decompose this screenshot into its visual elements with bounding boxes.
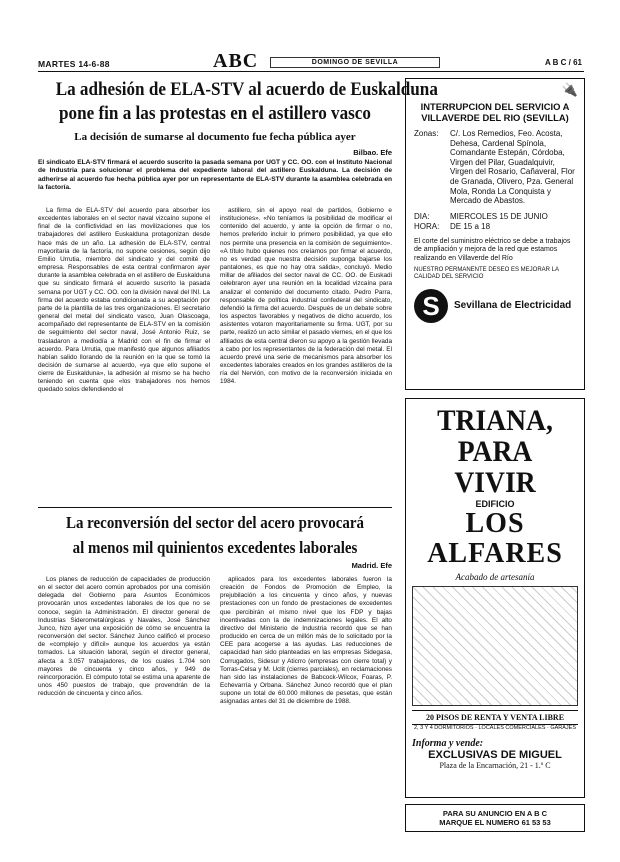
sevillana-ad <box>405 78 585 390</box>
ad1-dia <box>414 212 576 222</box>
ad2-line1: TRIANA, <box>437 404 553 437</box>
ad1-dia-text: MIERCOLES 15 DE JUNIO <box>450 211 548 221</box>
ad1-brand: Sevillana de Electricidad <box>454 300 572 312</box>
ad2-exclusivas: EXCLUSIVAS DE MIGUEL <box>428 749 562 761</box>
ad1-title: INTERRUPCION DEL SERVICIO A VILLAVERDE DEL RIO (SEVILLA) <box>420 101 570 123</box>
s-logo-icon: S <box>414 289 448 323</box>
ad1-hora <box>414 222 576 232</box>
ad2-inform: Informa y vende: <box>412 738 484 749</box>
article1-col1 <box>38 207 210 503</box>
ad3-line2: MARQUE EL NUMERO 61 53 53 <box>439 818 551 827</box>
ad1-footer: NUESTRO PERMANENTE DESEO ES MEJORAR LA CALIDAD DEL SERVICIO <box>414 267 559 281</box>
page-number: A B C / 61 <box>544 58 582 67</box>
plug-icon: 🔌 <box>561 82 578 97</box>
article1-col2-text: astillero, sin el apoyo real de partidos, Gobierno e instituciones». «No teníamos la posibilidad de modificar el contenido del acuerdo, y ante la opción de firmar o no, hemos preferido incluir lo primero posibilidad, ya que ello nos permite una presencia en la comisión de seguimiento». «A título hubo quienes nos creíamos por firmar el acuerdo, no es verdad que nuestra decisión suponga bajarse los pantalones, es que no hay otra salida», concluyó. Medio millar de afiliados del sector naval de CC. OO. de Euskadi celebraron ayer una reunión en la localidad vizcaína para analizar el contenido del documento citado. Pedro Parra, responsable de política industrial confederal del sindicato, defendió la firma del acuerdo. Después de un debate sobre los aspectos favorables y negativos de dicho acuerdo, los asistentes votaron mayoritariamente su firma. UGT, por su parte, realizó un acto similar el pasado viernes, en el que los afiliados de esta central dieron su apoyo a la gestión llevada a cabo por los representantes de la federación del metal. El acuerdo prevé una serie de mecanismos para absorber los excedentes laborales creados en los grandes astilleros de la ría del Nervión, con motivo de la reconversión iniciada en 1984. <box>220 207 392 386</box>
ad1-zonas-text: C/. Los Remedios, Feo. Acosta, Dehesa, Cardenal Spínola, Comandante Estepán, Córdoba, Virgen del Pilar, Guadalquivir, Virgen del Rosario, Cañaveral, Flor de Granada, Olivero, Pza. General Mola, Ronda La Conquista y Mercado de Abastos. <box>450 129 575 206</box>
ad2-small: 2, 3 Y 4 DORMITORIOS · LOCALES COMERCIALES · GARAJES <box>414 725 576 731</box>
article1-byline: Bilbao. Efe <box>353 148 392 157</box>
article2-col2 <box>220 576 392 812</box>
article2-headline-2: al menos mil quinientos excedentes laborales <box>72 538 358 557</box>
article2-byline: Madrid. Efe <box>351 561 392 570</box>
article1-col1-text: La firma de ELA-STV del acuerdo para absorber los excedentes laborales en el sector naval vizcaíno supone el final de la conflictividad en las movilizaciones que los trabajadores del astillero Euskalduna protagonizan desde hace más de un año. La adhesión de ELA-STV, central mayoritaria de la factoría, no supone cesiones, según dijo Emilio Urrutia, miembro del sindicato y del comité de empresa. Responsables de esta central confirmaron ayer durante la asamblea celebrada en el astillero de Euskalduna que su sindicato firmará el acuerdo suscrito la pasada semana por UGT y CC. OO. con la división naval del INI. La firma del acuerdo estaba condicionada a su aceptación por parte de la plantilla de las tres organizaciones. El secretario general del metal del sindicato vasco, Juan Olascoaga, acompañado del representante de ELA-STV en la comisión de seguimiento del sector naval, José Antonio Ruiz, se trasladaron a mediodía a Madrid con el fin de firmar el acuerdo. Para Urrutia, que manifestó que algunos afiliados habían salido llorando de la reunión en la que se tomó la decisión de sumarse al acuerdo, «ya que ello supone el cierre de Euskalduna», la adhesión al mismo se ha hecho teniendo en cuenta que «los trabajadores nos hemos quedado solos defendiendo el <box>38 207 210 394</box>
building-illustration <box>412 586 578 706</box>
article1-body <box>38 207 392 503</box>
article-divider <box>38 507 392 508</box>
ad1-body: El corte del suministro eléctrico se debe a trabajos de ampliación y mejora de la red que estamos realizando en Villaverde del Río <box>414 237 571 262</box>
article2-col1 <box>38 576 210 812</box>
page-date: MARTES 14-6-88 <box>38 59 110 69</box>
ad2-pisos: 20 PISOS DE RENTA Y VENTA LIBRE <box>412 710 578 725</box>
ad2-plaza: Plaza de la Encarnación, 21 - 1.º C <box>439 761 551 770</box>
masthead <box>38 50 584 72</box>
article1-headline-2: pone fin a las protestas en el astillero vasco <box>59 103 371 124</box>
article2-body <box>38 576 392 812</box>
ad1-hora-label: HORA: <box>414 222 440 232</box>
ad1-dia-label: DIA: <box>414 211 430 221</box>
sevillana-logo <box>414 289 576 323</box>
ad1-zonas-label: Zonas: <box>414 129 439 138</box>
ad2-edificio: EDIFICIO <box>475 499 515 509</box>
ad1-zonas <box>414 129 576 206</box>
abc-ad <box>405 804 585 832</box>
ad2-name: LOS ALFARES <box>427 508 563 569</box>
article2-headline-1: La reconversión del sector del acero provocará <box>65 513 365 532</box>
ad1-hora-text: DE 15 a 18 <box>450 222 491 232</box>
article1-col2 <box>220 207 392 503</box>
ad2-acabado: Acabado de artesanía <box>455 572 535 582</box>
ad3-line1: PARA SU ANUNCIO EN A B C <box>442 809 548 818</box>
article1-subhead: La decisión de sumarse al documento fue fecha pública ayer <box>74 131 356 143</box>
article1-headline-1: La adhesión de ELA-STV al acuerdo de Euskalduna <box>55 79 438 100</box>
section-banner: DOMINGO DE SEVILLA <box>270 57 440 68</box>
ad2-line2: PARA VIVIR <box>454 435 536 499</box>
article2-col1-text: Los planes de reducción de capacidades de producción en el sector del acero común aprobados por una comisión delegada del Gobierno para Asuntos Económicos provocarán unos excedentes laborales de los que no se conoce, según la Administración. El director general de Industrias Siderometalúrgicas y Navales, José Sánchez Junco, hizo ayer una exposición de cómo se encuentra la reconversión del sector. Sánchez Junco calificó el proceso de «complejo y difícil» aunque los acuerdos ya están tomados. La situación laboral, según el director general, afecta a 3.057 trabajadores, de los cuales 1.704 son mayores de cincuenta y cinco años, y 949 de reincorporación. El cómputo total se estima una aparente de unos 450 puestos de trabajo, que provendrán de la reducción de cincuenta y cinco años. <box>38 576 210 698</box>
article2-col2-text: aplicados para los excedentes laborales fueron la creación de Fondos de Promoción de Empleo, la prejubilación a los cincuenta y cinco años, y nuevas prestaciones con un fondo de prestaciones de excedentes que percibirán el mismo nivel que los FDP y bajas incentivadas con la de indemnizaciones legales. El alto directivo del Ministerio de Industria recordó que se han producido en cerca de un millón más de lo solicitado por la CEE para acogerse a las ayudas. Las reducciones de capacidad han sido planteadas en las empresas Sidegasa, Corrugados, Sidesur y Aticrro (empresas con cierre total) y Torras-Celsa y M. Uclit (cierres parciales), en reclamaciones han sido las instalaciones de Babcock-Wilcox, Foaras, P. Echevarría y Orbana. Sánchez Junco recordó que el plan supone un total de 60.000 millones de pesetas, que están asignadas antes del 31 de diciembre de 1988. <box>220 576 392 706</box>
article1-lead: El sindicato ELA-STV firmará el acuerdo suscrito la pasada semana por UGT y CC. OO. con el Instituto Nacional de Industria para solucionar el problema del expediente laboral del astillero Euskalduna. La decisión de adherirse al acuerdo fue hecha pública ayer por un representante de ELA-STV durante la asamblea celebrada en la factoría. <box>38 159 392 192</box>
right-column <box>405 78 585 832</box>
triana-ad <box>405 398 585 798</box>
abc-logo: ABC <box>213 50 259 72</box>
